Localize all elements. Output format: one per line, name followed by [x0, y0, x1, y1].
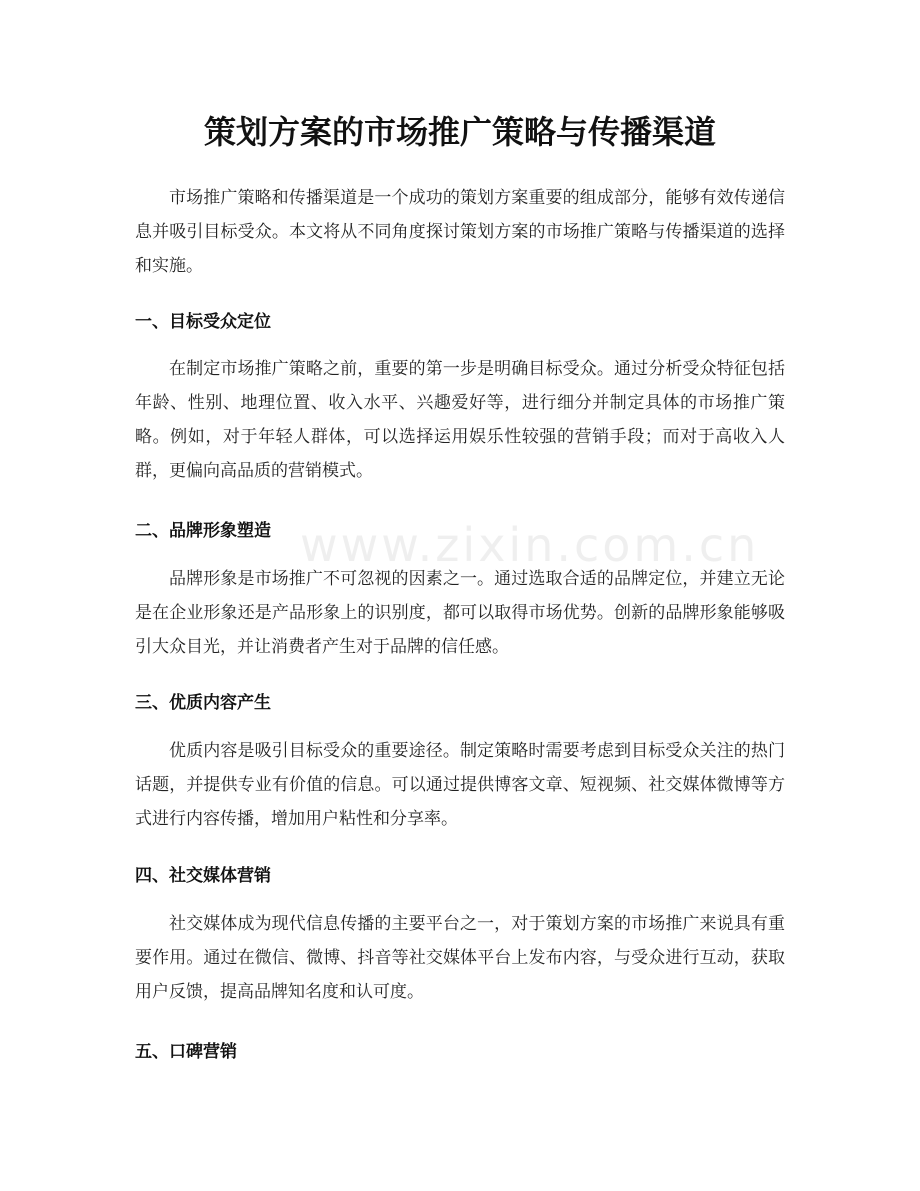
page-title: 策划方案的市场推广策略与传播渠道 [203, 113, 716, 151]
section-body-2: 品牌形象是市场推广不可忽视的因素之一。通过选取合适的品牌定位，并建立无论是在企业形象还是产品形象上的识别度，都可以取得市场优势。创新的品牌形象能够吸引大众目光，并让消费者产生对于品牌的信任感。 [135, 569, 785, 657]
section-body-1: 在制定市场推广策略之前，重要的第一步是明确目标受众。通过分析受众特征包括年龄、性别、地理位置、收入水平、兴趣爱好等，进行细分并制定具体的市场推广策略。例如，对于年轻人群体，可以选择运用娱乐性较强的营销手段；而对于高收入人群，更偏向高品质的营销模式。 [135, 359, 785, 481]
section-heading-5: 五、口碑营销 [135, 1042, 237, 1062]
section-heading-4: 四、社交媒体营销 [135, 866, 271, 886]
section-body-4: 社交媒体成为现代信息传播的主要平台之一，对于策划方案的市场推广来说具有重要作用。通过在微信、微博、抖音等社交媒体平台上发布内容，与受众进行互动，获取用户反馈，提高品牌知名度和认可度。 [135, 914, 785, 1002]
section-heading-2: 二、品牌形象塑造 [135, 521, 271, 541]
intro-paragraph: 市场推广策略和传播渠道是一个成功的策划方案重要的组成部分，能够有效传递信息并吸引目标受众。本文将从不同角度探讨策划方案的市场推广策略与传播渠道的选择和实施。 [135, 188, 785, 276]
watermark: www.zixin.com.cn [300, 518, 760, 572]
section-heading-3: 三、优质内容产生 [135, 693, 271, 713]
section-heading-1: 一、目标受众定位 [135, 312, 271, 332]
section-body-3: 优质内容是吸引目标受众的重要途径。制定策略时需要考虑到目标受众关注的热门话题，并提供专业有价值的信息。可以通过提供博客文章、短视频、社交媒体微博等方式进行内容传播，增加用户粘性和分享率。 [135, 741, 785, 829]
